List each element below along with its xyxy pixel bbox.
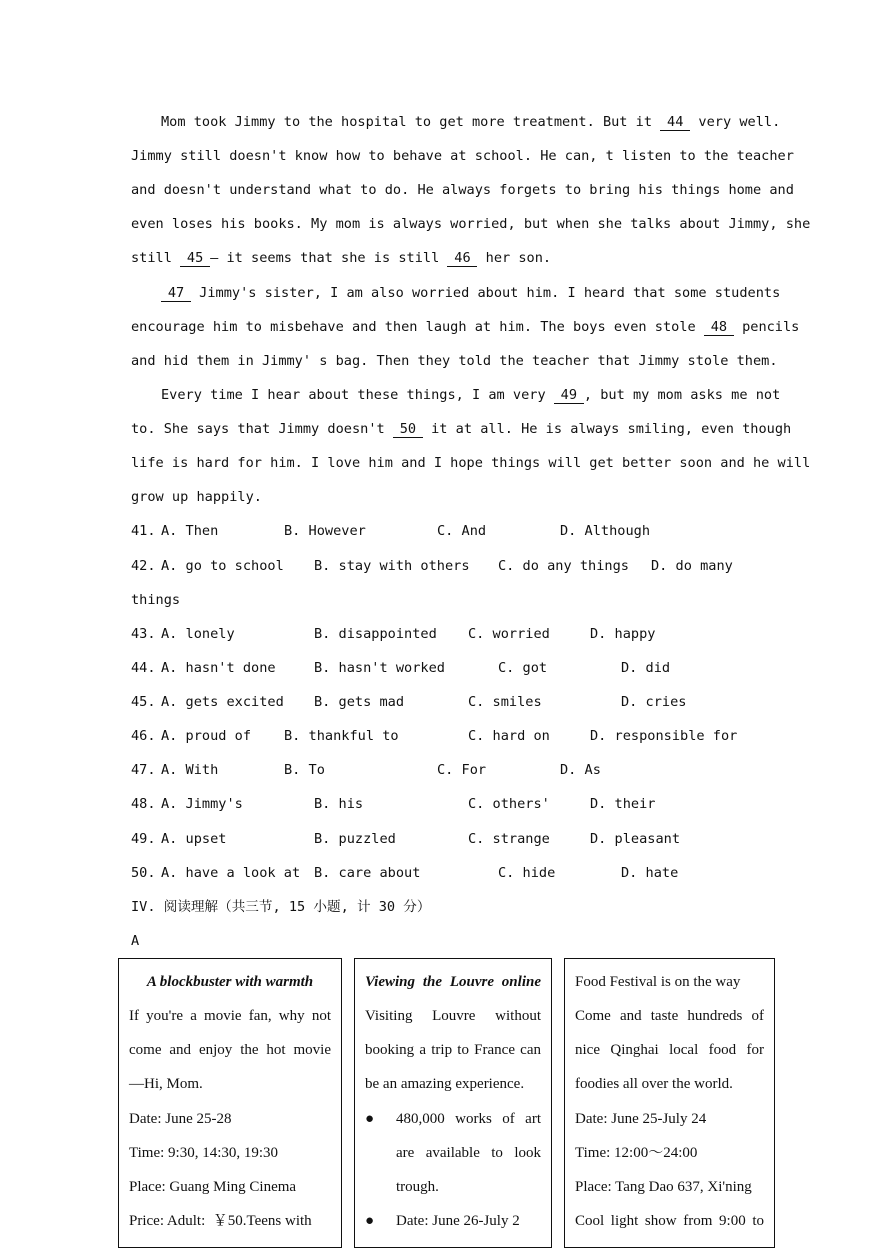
ad-time: Time: 9:30, 14:30, 19:30 bbox=[129, 1145, 279, 1161]
question-number: 42. bbox=[131, 558, 156, 574]
option-a[interactable]: A. Then bbox=[161, 523, 219, 539]
option-c[interactable]: C. smiles bbox=[468, 694, 542, 710]
option-c[interactable]: C. others' bbox=[468, 796, 550, 812]
passage-text: — it seems that she is still bbox=[210, 250, 448, 266]
option-c[interactable]: C. do any things bbox=[498, 558, 629, 574]
option-d[interactable]: D. As bbox=[560, 762, 601, 778]
passage-line bbox=[131, 317, 800, 337]
blank-44[interactable]: 44 bbox=[660, 114, 690, 131]
ad-movie bbox=[118, 958, 342, 1248]
question-number: 47. bbox=[131, 762, 156, 778]
option-b[interactable]: B. To bbox=[284, 762, 325, 778]
option-d[interactable]: D. did bbox=[621, 660, 671, 676]
option-c[interactable]: C. got bbox=[498, 660, 548, 676]
ad-text: foodies all over the world. bbox=[575, 1076, 733, 1092]
option-d[interactable]: D. pleasant bbox=[590, 831, 681, 847]
ad-text: If you're a movie fan, why not bbox=[129, 1008, 331, 1024]
bullet-text: Date: June 26-July 2 bbox=[396, 1213, 520, 1229]
passage-text: to. She says that Jimmy doesn't bbox=[131, 421, 393, 437]
option-d[interactable]: D. their bbox=[590, 796, 656, 812]
ad-text: Visiting Louvre without bbox=[365, 1008, 541, 1024]
section-label: A bbox=[131, 933, 140, 949]
option-b[interactable]: B. However bbox=[284, 523, 366, 539]
option-b[interactable]: B. disappointed bbox=[314, 626, 437, 642]
passage-text: encourage him to misbehave and then laugh at him. The boys even stole bbox=[131, 319, 704, 335]
ad-price bbox=[129, 1211, 331, 1231]
option-a[interactable]: A. go to school bbox=[161, 558, 284, 574]
ad-food-festival bbox=[564, 958, 775, 1248]
ad-title: A blockbuster with warmth bbox=[146, 974, 314, 990]
ad-place: Place: Guang Ming Cinema bbox=[129, 1179, 297, 1195]
blank-45[interactable]: 45 bbox=[180, 250, 210, 267]
option-c[interactable]: C. And bbox=[437, 523, 487, 539]
passage-text: Mom took Jimmy to the hospital to get more treatment. But it bbox=[161, 114, 661, 130]
question-number: 46. bbox=[131, 728, 156, 744]
ad-title: Food Festival is on the way bbox=[575, 974, 741, 990]
passage-text: it at all. He is always smiling, even though bbox=[422, 421, 792, 437]
ad-date: Date: June 25-July 24 bbox=[575, 1111, 707, 1127]
blank-47[interactable]: 47 bbox=[161, 285, 191, 302]
option-d-wrap: things bbox=[131, 592, 181, 608]
option-d[interactable]: D. happy bbox=[590, 626, 656, 642]
bullet-dot-icon: ● bbox=[365, 1213, 375, 1229]
passage-line: even loses his books. My mom is always worried, but when she talks about Jimmy, she bbox=[131, 216, 811, 232]
option-a[interactable]: A. Jimmy's bbox=[161, 796, 243, 812]
option-c[interactable]: C. hide bbox=[498, 865, 556, 881]
passage-text: her son. bbox=[477, 250, 552, 266]
ad-text: come and enjoy the hot movie bbox=[129, 1042, 331, 1058]
question-number: 48. bbox=[131, 796, 156, 812]
passage-text: very well. bbox=[690, 114, 781, 130]
passage-text: Jimmy's sister, I am also worried about him. I heard that some students bbox=[191, 285, 781, 301]
option-d[interactable]: D. Although bbox=[560, 523, 651, 539]
bullet-dot-icon: ● bbox=[365, 1111, 375, 1127]
ad-title: Viewing the Louvre online bbox=[365, 974, 541, 990]
question-number: 43. bbox=[131, 626, 156, 642]
passage-text: pencils bbox=[733, 319, 800, 335]
option-b[interactable]: B. hasn't worked bbox=[314, 660, 445, 676]
question-number: 50. bbox=[131, 865, 156, 881]
option-d[interactable]: D. hate bbox=[621, 865, 679, 881]
option-d[interactable]: D. responsible for bbox=[590, 728, 738, 744]
passage-text: still bbox=[131, 250, 181, 266]
option-b[interactable]: B. his bbox=[314, 796, 364, 812]
ad-date: Date: June 25-28 bbox=[129, 1111, 232, 1127]
option-a[interactable]: A. hasn't done bbox=[161, 660, 276, 676]
passage-text: , but my mom asks me not bbox=[583, 387, 781, 403]
ad-text: be an amazing experience. bbox=[365, 1076, 525, 1092]
ad-text: —Hi, Mom. bbox=[129, 1076, 203, 1092]
ad-time: Time: 12:00～24:00 bbox=[575, 1145, 698, 1161]
option-a[interactable]: A. With bbox=[161, 762, 219, 778]
passage-line bbox=[131, 385, 781, 405]
passage-line bbox=[131, 283, 781, 303]
passage-text: Every time I hear about these things, I am very bbox=[161, 387, 554, 403]
option-c[interactable]: C. worried bbox=[468, 626, 550, 642]
option-b[interactable]: B. thankful to bbox=[284, 728, 399, 744]
passage-line bbox=[131, 248, 737, 268]
bullet-text: are available to look bbox=[396, 1145, 541, 1161]
question-number: 49. bbox=[131, 831, 156, 847]
option-c[interactable]: C. hard on bbox=[468, 728, 550, 744]
option-b[interactable]: B. stay with others bbox=[314, 558, 470, 574]
question-number: 41. bbox=[131, 523, 156, 539]
option-a[interactable]: A. lonely bbox=[161, 626, 235, 642]
passage-line: grow up happily. bbox=[131, 489, 262, 505]
option-a[interactable]: A. have a look at bbox=[161, 865, 301, 881]
option-d[interactable]: D. do many bbox=[651, 558, 733, 574]
option-c[interactable]: C. strange bbox=[468, 831, 550, 847]
blank-50[interactable]: 50 bbox=[393, 421, 423, 438]
ad-text: booking a trip to France can bbox=[365, 1042, 541, 1058]
option-a[interactable]: A. upset bbox=[161, 831, 227, 847]
option-b[interactable]: B. care about bbox=[314, 865, 421, 881]
blank-46[interactable]: 46 bbox=[447, 250, 477, 267]
option-c[interactable]: C. For bbox=[437, 762, 487, 778]
bullet-text: trough. bbox=[396, 1179, 439, 1195]
passage-line bbox=[131, 112, 781, 132]
section-heading: IV. 阅读理解（共三节, 15 小题, 计 30 分） bbox=[131, 899, 431, 915]
question-number: 44. bbox=[131, 660, 156, 676]
ad-text: Cool light show from 9:00 to bbox=[575, 1213, 764, 1229]
price-value: ￥50.Teens with bbox=[212, 1213, 312, 1229]
bullet-text: 480,000 works of art bbox=[396, 1111, 541, 1127]
ad-text: nice Qinghai local food for bbox=[575, 1042, 764, 1058]
ad-place: Place: Tang Dao 637, Xi'ning bbox=[575, 1179, 752, 1195]
passage-line: and doesn't understand what to do. He always forgets to bring his things home and bbox=[131, 182, 794, 198]
passage-line: Jimmy still doesn't know how to behave at school. He can, t listen to the teacher bbox=[131, 148, 794, 164]
question-number: 45. bbox=[131, 694, 156, 710]
ad-text: Come and taste hundreds of bbox=[575, 1008, 764, 1024]
blank-48[interactable]: 48 bbox=[704, 319, 734, 336]
option-b[interactable]: B. puzzled bbox=[314, 831, 396, 847]
passage-line: and hid them in Jimmy' s bag. Then they told the teacher that Jimmy stole them. bbox=[131, 353, 778, 369]
blank-49[interactable]: 49 bbox=[554, 387, 584, 404]
ad-louvre bbox=[354, 958, 552, 1248]
option-a[interactable]: A. proud of bbox=[161, 728, 252, 744]
option-a[interactable]: A. gets excited bbox=[161, 694, 284, 710]
passage-line: life is hard for him. I love him and I hope things will get better soon and he will bbox=[131, 455, 811, 471]
passage-line bbox=[131, 419, 792, 439]
option-b[interactable]: B. gets mad bbox=[314, 694, 405, 710]
price-label: Price: Adult: bbox=[129, 1213, 206, 1229]
option-d[interactable]: D. cries bbox=[621, 694, 687, 710]
